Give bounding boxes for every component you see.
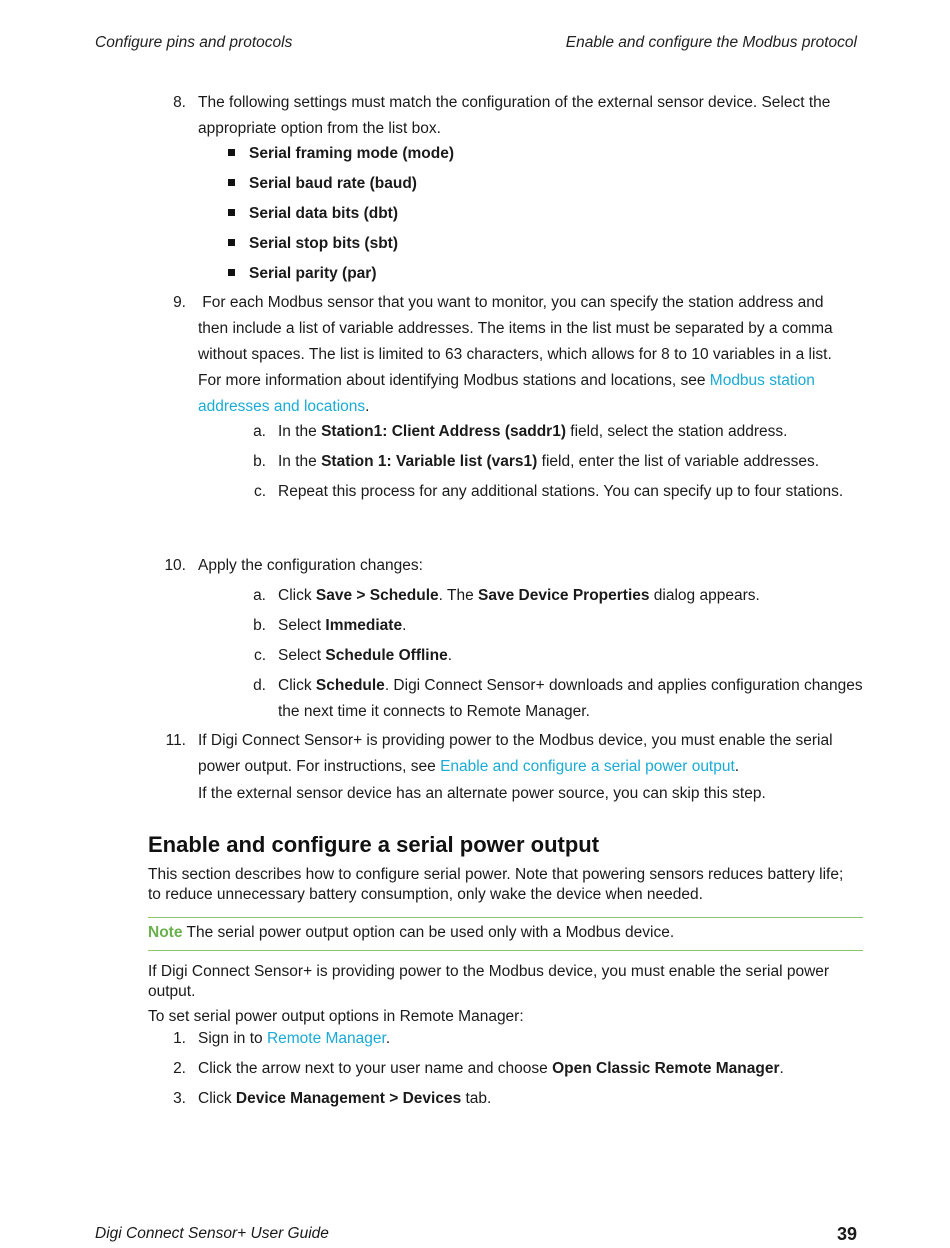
substep-letter: c. [253,483,266,500]
step-number: 11. [165,732,186,749]
step-text: The following settings must match the configuration of the external sensor device. Select the [198,94,831,111]
running-header-left: Configure pins and protocols [95,34,293,51]
step-number: 8. [173,94,186,111]
bullet-item: Serial parity (par) [228,265,377,283]
note-box [148,917,863,951]
substep-text: In the Station 1: Variable list (vars1) field, enter the list of variable addresses. [278,453,820,470]
note-label: Note [148,924,183,941]
note-text: Note The serial power output option can be used only with a Modbus device. [148,924,675,941]
step-text: For each Modbus sensor that you want to monitor, you can specify the station address and [198,294,824,311]
modbus-station-link[interactable]: Modbus station [709,372,815,389]
substep-letter: c. [253,647,266,664]
substep-text: Select Immediate. [278,617,407,634]
section-heading: Enable and configure a serial power output [148,832,600,857]
step-text: then include a list of variable addresses. The items in the list must be separated by a comma [198,320,833,337]
step-number: 10. [164,557,186,574]
substep-text: Select Schedule Offline. [278,647,453,664]
bullet-item: Serial stop bits (sbt) [228,235,398,253]
substep-text: In the Station1: Client Address (saddr1) field, select the station address. [278,423,788,440]
page-number: 39 [836,1224,857,1244]
remote-manager-link[interactable]: Remote Manager [266,1030,386,1047]
bullet-icon [228,149,235,156]
step-number: 3. [173,1090,186,1107]
step-number: 9. [173,294,186,311]
substep-text: the next time it connects to Remote Manager. [278,703,590,720]
substep-letter: b. [253,617,266,634]
substep-letter: a. [253,587,266,604]
substep-text: Click Schedule. Digi Connect Sensor+ downloads and applies configuration changes [278,677,863,694]
substep-text: Repeat this process for any additional stations. You can specify up to four stations. [278,483,844,500]
footer-title: Digi Connect Sensor+ User Guide [95,1225,329,1242]
step-text: appropriate option from the list box. [198,120,441,137]
paragraph: output. [148,983,196,1000]
bullet-icon [228,239,235,246]
serial-power-output-link[interactable]: Enable and configure a serial power output [440,758,735,775]
paragraph: To set serial power output options in Remote Manager: [148,1008,524,1025]
step-text: Click the arrow next to your user name and choose Open Classic Remote Manager. [198,1060,784,1077]
substep-letter: a. [253,423,266,440]
step-text: power output. For instructions, see Enable and configure a serial power output. [198,758,740,775]
modbus-station-link[interactable]: addresses and locations [198,398,366,415]
substep-letter: d. [253,677,266,694]
intro-line: to reduce unnecessary battery consumption, only wake the device when needed. [148,886,703,903]
step-text: If the external sensor device has an alternate power source, you can skip this step. [198,785,766,802]
step-number: 1. [173,1030,186,1047]
bullet-item: Serial data bits (dbt) [228,205,398,223]
step-number: 2. [173,1060,186,1077]
step-text: If Digi Connect Sensor+ is providing power to the Modbus device, you must enable the serial [198,732,833,749]
step-text: Sign in to Remote Manager. [198,1030,391,1047]
substep-letter: b. [253,453,266,470]
substep-text: Click Save > Schedule. The Save Device Properties dialog appears. [278,587,760,604]
intro-line: This section describes how to configure serial power. Note that powering sensors reduces battery life; [148,866,844,883]
step-text: without spaces. The list is limited to 63 characters, which allows for 8 to 10 variables in a list. [198,346,832,363]
step-text: addresses and locations. [198,398,370,415]
bullet-icon [228,179,235,186]
bullet-icon [228,209,235,216]
bullet-item: Serial framing mode (mode) [228,145,454,163]
step-text: For more information about identifying Modbus stations and locations, see Modbus station [198,372,815,389]
bullet-icon [228,269,235,276]
step-text: Apply the configuration changes: [198,557,423,574]
running-header-right: Enable and configure the Modbus protocol [565,34,857,51]
bullet-item: Serial baud rate (baud) [228,175,417,193]
step-text: Click Device Management > Devices tab. [198,1090,492,1107]
paragraph: If Digi Connect Sensor+ is providing power to the Modbus device, you must enable the serial power [148,963,830,980]
